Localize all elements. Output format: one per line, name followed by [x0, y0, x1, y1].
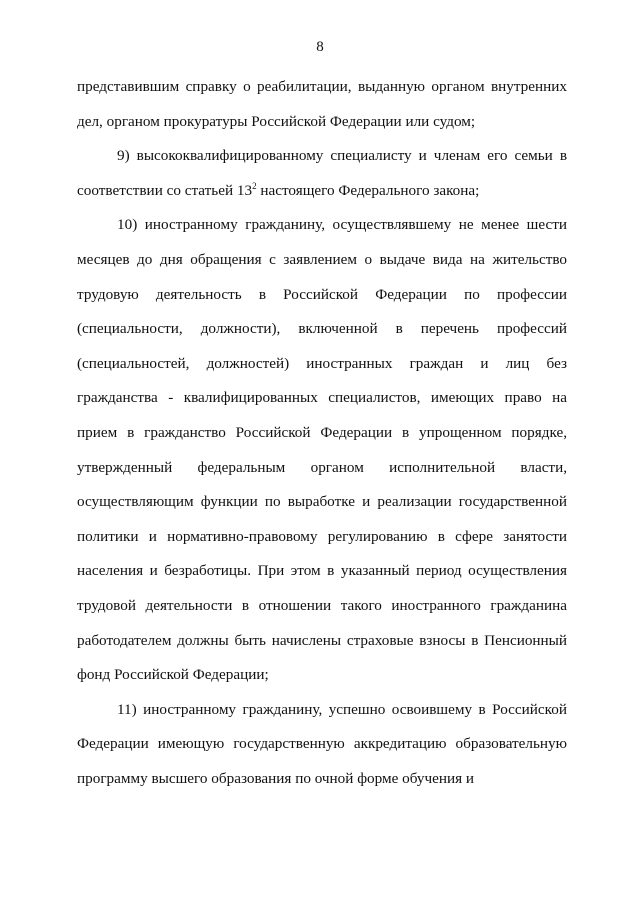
paragraph-item-9-tail: настоящего Федерального закона; — [256, 181, 480, 199]
paragraph-item-9 — [77, 139, 567, 208]
paragraph-item-9-text: 9) высококвалифицированному специалисту и членам его семьи в соответствии со статьей 13 — [77, 147, 567, 199]
page-number: 8 — [316, 39, 324, 55]
document-body — [77, 70, 567, 796]
paragraph-item-10: 10) иностранному гражданину, осуществлявшему не менее шести месяцев до дня обращения с заявлением о выдаче вида на жительство трудовую деятельность в Российской Федерации по профессии (специальности, должности), включенной в перечень профессий (специальностей, должностей) иностранных граждан и лиц без гражданства - квалифицированных специалистов, имеющих право на прием в гражданство Российской Федерации в упрощенном порядке, утвержденный федеральным органом исполнительной власти, осуществляющим функции по выработке и реализации государственной политики и нормативно-правовому регулированию в сфере занятости населения и безработицы. При этом в указанный период осуществления трудовой деятельности в отношении такого иностранного гражданина работодателем должны быть начислены страховые взносы в Пенсионный фонд Российской Федерации; — [77, 216, 567, 684]
article-superscript: 2 — [252, 180, 257, 191]
paragraph-continuation: представившим справку о реабилитации, выданную органом внутренних дел, органом прокуратуры Российской Федерации или судом; — [77, 78, 567, 130]
paragraph-item-11: 11) иностранному гражданину, успешно освоившему в Российской Федерации имеющую государственную аккредитацию образовательную программу высшего образования по очной форме обучения и — [77, 700, 567, 787]
